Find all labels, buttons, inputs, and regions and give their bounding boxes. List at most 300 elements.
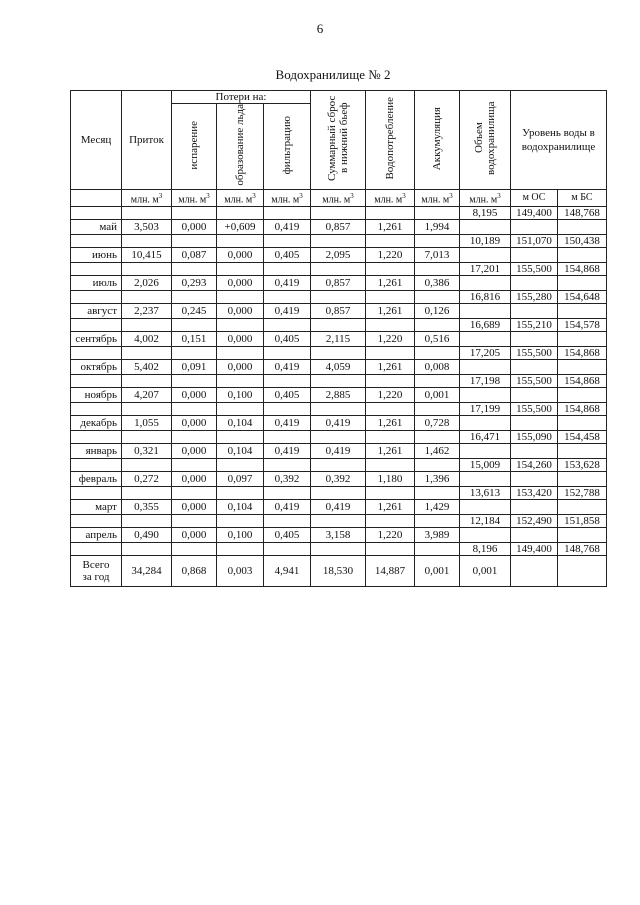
- ice-cell: 0,000: [217, 247, 264, 262]
- level-row: [71, 318, 607, 331]
- empty-cell: [172, 486, 217, 499]
- empty-cell: [217, 206, 264, 219]
- unit-cell: млн. $м^3$: [172, 189, 217, 206]
- discharge-cell: 3,158: [311, 527, 366, 542]
- empty-cell: [264, 458, 311, 471]
- empty-cell: [511, 303, 558, 318]
- accumulation-cell: 0,001: [415, 387, 460, 402]
- empty-cell: [415, 234, 460, 247]
- volume-cell: 16,689: [460, 318, 511, 331]
- level-row: [71, 402, 607, 415]
- filtration-cell: 0,419: [264, 499, 311, 514]
- unit-cell: млн. $м^3$: [217, 189, 264, 206]
- consumption-cell: 1,220: [366, 527, 415, 542]
- total-filt: 4,941: [264, 555, 311, 586]
- filtration-cell: 0,392: [264, 471, 311, 486]
- empty-cell: [217, 542, 264, 555]
- level-row: [71, 430, 607, 443]
- ice-cell: 0,000: [217, 303, 264, 318]
- empty-cell: [217, 262, 264, 275]
- empty-cell: [217, 234, 264, 247]
- evaporation-cell: 0,000: [172, 415, 217, 430]
- consumption-cell: 1,261: [366, 443, 415, 458]
- month-row: [71, 275, 607, 290]
- empty-cell: [460, 471, 511, 486]
- empty-cell: [122, 374, 172, 387]
- header-evaporation: испарение: [188, 120, 200, 170]
- evaporation-cell: 0,000: [172, 219, 217, 234]
- filtration-cell: 0,405: [264, 527, 311, 542]
- empty-cell: [71, 458, 122, 471]
- unit-cell: млн. $м^3$: [415, 189, 460, 206]
- empty-cell: [311, 262, 366, 275]
- empty-cell: [264, 514, 311, 527]
- consumption-cell: 1,261: [366, 415, 415, 430]
- empty-cell: [366, 290, 415, 303]
- inflow-cell: 5,402: [122, 359, 172, 374]
- empty-cell: [366, 402, 415, 415]
- month-row: [71, 415, 607, 430]
- empty-cell: [558, 415, 607, 430]
- empty-cell: [460, 303, 511, 318]
- level-os-cell: 155,280: [511, 290, 558, 303]
- level-os-cell: 154,260: [511, 458, 558, 471]
- empty-cell: [558, 555, 607, 586]
- discharge-cell: 0,857: [311, 303, 366, 318]
- empty-cell: [415, 430, 460, 443]
- volume-cell: 8,195: [460, 206, 511, 219]
- header-month: Месяц: [71, 91, 122, 190]
- level-row: [71, 374, 607, 387]
- month-row: [71, 499, 607, 514]
- unit-cell: млн. $м^3$: [264, 189, 311, 206]
- month-row: [71, 219, 607, 234]
- month-name: апрель: [71, 527, 122, 542]
- empty-cell: [366, 206, 415, 219]
- consumption-cell: 1,220: [366, 247, 415, 262]
- total-row: [71, 555, 607, 586]
- table-title: Водохранилище № 2: [275, 67, 391, 82]
- level-row: [71, 346, 607, 359]
- empty-cell: [71, 486, 122, 499]
- month-name: июнь: [71, 247, 122, 262]
- page-number: 6: [316, 21, 324, 36]
- unit-cell: млн. $м^3$: [311, 189, 366, 206]
- empty-cell: [558, 359, 607, 374]
- empty-cell: [172, 234, 217, 247]
- reservoir-balance-table: [70, 90, 607, 587]
- empty-cell: [311, 486, 366, 499]
- volume-cell: 12,184: [460, 514, 511, 527]
- empty-cell: [71, 542, 122, 555]
- empty-cell: [511, 359, 558, 374]
- empty-cell: [172, 318, 217, 331]
- month-name: октябрь: [71, 359, 122, 374]
- month-name: февраль: [71, 471, 122, 486]
- empty-cell: [264, 402, 311, 415]
- empty-cell: [511, 219, 558, 234]
- empty-cell: [511, 387, 558, 402]
- empty-cell: [311, 458, 366, 471]
- empty-cell: [460, 387, 511, 402]
- volume-cell: 17,205: [460, 346, 511, 359]
- empty-cell: [264, 318, 311, 331]
- evaporation-cell: 0,293: [172, 275, 217, 290]
- empty-cell: [511, 471, 558, 486]
- evaporation-cell: 0,245: [172, 303, 217, 318]
- month-name: ноябрь: [71, 387, 122, 402]
- empty-cell: [415, 374, 460, 387]
- empty-cell: [172, 542, 217, 555]
- level-row: [71, 486, 607, 499]
- month-name: май: [71, 219, 122, 234]
- level-os-cell: 149,400: [511, 206, 558, 219]
- filtration-cell: 0,405: [264, 387, 311, 402]
- level-row: [71, 458, 607, 471]
- empty-cell: [122, 262, 172, 275]
- empty-cell: [460, 359, 511, 374]
- ice-cell: 0,000: [217, 359, 264, 374]
- empty-cell: [217, 514, 264, 527]
- discharge-cell: 0,857: [311, 275, 366, 290]
- unit-cell: млн. $м^3$: [460, 189, 511, 206]
- empty-cell: [122, 402, 172, 415]
- month-row: [71, 443, 607, 458]
- empty-cell: [511, 415, 558, 430]
- total-volume: 0,001: [460, 555, 511, 586]
- consumption-cell: 1,261: [366, 275, 415, 290]
- table-body: [71, 206, 607, 586]
- evaporation-cell: 0,000: [172, 471, 217, 486]
- ice-cell: 0,104: [217, 443, 264, 458]
- empty-cell: [366, 458, 415, 471]
- empty-cell: [366, 346, 415, 359]
- month-name: декабрь: [71, 415, 122, 430]
- total-ice: 0,003: [217, 555, 264, 586]
- evaporation-cell: 0,151: [172, 331, 217, 346]
- empty-cell: [558, 275, 607, 290]
- empty-cell: [172, 374, 217, 387]
- empty-cell: [415, 486, 460, 499]
- inflow-cell: 0,321: [122, 443, 172, 458]
- volume-cell: 10,189: [460, 234, 511, 247]
- inflow-cell: 0,272: [122, 471, 172, 486]
- empty-cell: [460, 443, 511, 458]
- header-consumption-cell: [366, 91, 415, 190]
- empty-cell: [558, 443, 607, 458]
- level-bs-cell: 154,458: [558, 430, 607, 443]
- empty-cell: [511, 555, 558, 586]
- header-ice: образование льда: [234, 104, 246, 186]
- inflow-cell: 1,055: [122, 415, 172, 430]
- header-water-level: Уровень воды в водохранилище: [511, 91, 607, 190]
- ice-cell: 0,104: [217, 415, 264, 430]
- empty-cell: [172, 514, 217, 527]
- ice-cell: 0,000: [217, 331, 264, 346]
- inflow-cell: 0,490: [122, 527, 172, 542]
- level-os-cell: 155,500: [511, 346, 558, 359]
- accumulation-cell: 0,386: [415, 275, 460, 290]
- header-consumption: Водопотребление: [384, 97, 396, 180]
- empty-cell: [311, 346, 366, 359]
- filtration-cell: 0,419: [264, 443, 311, 458]
- empty-cell: [172, 402, 217, 415]
- month-row: [71, 247, 607, 262]
- empty-cell: [122, 486, 172, 499]
- level-bs-cell: 151,858: [558, 514, 607, 527]
- empty-cell: [122, 542, 172, 555]
- empty-cell: [415, 206, 460, 219]
- accumulation-cell: 0,126: [415, 303, 460, 318]
- ice-cell: 0,100: [217, 527, 264, 542]
- consumption-cell: 1,261: [366, 499, 415, 514]
- level-os-cell: 153,420: [511, 486, 558, 499]
- filtration-cell: 0,405: [264, 247, 311, 262]
- level-os-cell: 155,500: [511, 262, 558, 275]
- level-os-cell: 149,400: [511, 542, 558, 555]
- total-evap: 0,868: [172, 555, 217, 586]
- evaporation-cell: 0,091: [172, 359, 217, 374]
- evaporation-cell: 0,000: [172, 499, 217, 514]
- header-volume: Объем водохранилища: [473, 101, 497, 176]
- month-name: сентябрь: [71, 331, 122, 346]
- total-discharge: 18,530: [311, 555, 366, 586]
- empty-cell: [122, 318, 172, 331]
- evaporation-cell: 0,000: [172, 443, 217, 458]
- empty-cell: [415, 458, 460, 471]
- empty-cell: [511, 331, 558, 346]
- empty-cell: [71, 514, 122, 527]
- discharge-cell: 0,419: [311, 415, 366, 430]
- empty-cell: [264, 374, 311, 387]
- volume-cell: 13,613: [460, 486, 511, 499]
- empty-cell: [71, 262, 122, 275]
- discharge-cell: 0,419: [311, 443, 366, 458]
- level-bs-cell: 154,868: [558, 262, 607, 275]
- level-bs-cell: 148,768: [558, 542, 607, 555]
- level-bs-cell: 148,768: [558, 206, 607, 219]
- header-accumulation: Аккумуляция: [431, 106, 443, 170]
- empty-cell: [558, 303, 607, 318]
- empty-cell: [311, 402, 366, 415]
- filtration-cell: 0,405: [264, 331, 311, 346]
- empty-cell: [415, 346, 460, 359]
- inflow-cell: 2,026: [122, 275, 172, 290]
- level-os-cell: 155,500: [511, 402, 558, 415]
- header-accumulation-cell: [415, 91, 460, 190]
- empty-cell: [311, 318, 366, 331]
- empty-cell: [172, 290, 217, 303]
- accumulation-cell: 0,516: [415, 331, 460, 346]
- empty-cell: [366, 486, 415, 499]
- header-evaporation-cell: [172, 104, 217, 190]
- empty-cell: [311, 206, 366, 219]
- level-row: [71, 542, 607, 555]
- level-os-cell: 155,210: [511, 318, 558, 331]
- empty-cell: [264, 206, 311, 219]
- inflow-cell: 2,237: [122, 303, 172, 318]
- header-ice-cell: [217, 104, 264, 190]
- empty-cell: [366, 542, 415, 555]
- empty-cell: [264, 346, 311, 359]
- inflow-cell: 4,207: [122, 387, 172, 402]
- evaporation-cell: 0,000: [172, 387, 217, 402]
- empty-cell: [558, 499, 607, 514]
- level-row: [71, 234, 607, 247]
- accumulation-cell: 3,989: [415, 527, 460, 542]
- level-bs-cell: 152,788: [558, 486, 607, 499]
- consumption-cell: 1,261: [366, 359, 415, 374]
- empty-cell: [264, 430, 311, 443]
- level-os-cell: 155,500: [511, 374, 558, 387]
- empty-cell: [71, 206, 122, 219]
- evaporation-cell: 0,087: [172, 247, 217, 262]
- empty-cell: [217, 318, 264, 331]
- unit-m-os: м ОС: [511, 189, 558, 206]
- empty-cell: [71, 346, 122, 359]
- empty-cell: [558, 247, 607, 262]
- discharge-cell: 2,095: [311, 247, 366, 262]
- total-label: Всего за год: [71, 555, 122, 586]
- accumulation-cell: 1,462: [415, 443, 460, 458]
- inflow-cell: 0,355: [122, 499, 172, 514]
- level-bs-cell: 154,868: [558, 374, 607, 387]
- header-discharge: Суммарный сброс в нижний бьеф: [326, 95, 350, 181]
- discharge-cell: 2,885: [311, 387, 366, 402]
- empty-cell: [311, 290, 366, 303]
- empty-cell: [460, 527, 511, 542]
- unit-cell: млн. $м^3$: [366, 189, 415, 206]
- empty-cell: [122, 346, 172, 359]
- header-filtration-cell: [264, 104, 311, 190]
- empty-cell: [460, 275, 511, 290]
- consumption-cell: 1,261: [366, 303, 415, 318]
- empty-cell: [122, 290, 172, 303]
- accumulation-cell: 1,396: [415, 471, 460, 486]
- month-name: январь: [71, 443, 122, 458]
- discharge-cell: 0,419: [311, 499, 366, 514]
- empty-cell: [366, 374, 415, 387]
- month-row: [71, 331, 607, 346]
- level-bs-cell: 154,578: [558, 318, 607, 331]
- empty-cell: [217, 346, 264, 359]
- unit-empty: [71, 189, 122, 206]
- month-row: [71, 471, 607, 486]
- header-volume-cell: [460, 91, 511, 190]
- empty-cell: [460, 415, 511, 430]
- empty-cell: [415, 262, 460, 275]
- volume-cell: 17,199: [460, 402, 511, 415]
- ice-cell: +0,609: [217, 219, 264, 234]
- empty-cell: [415, 318, 460, 331]
- volume-cell: 15,009: [460, 458, 511, 471]
- volume-cell: 17,201: [460, 262, 511, 275]
- empty-cell: [311, 542, 366, 555]
- empty-cell: [172, 430, 217, 443]
- empty-cell: [558, 471, 607, 486]
- discharge-cell: 0,857: [311, 219, 366, 234]
- empty-cell: [311, 234, 366, 247]
- total-accum: 0,001: [415, 555, 460, 586]
- empty-cell: [122, 234, 172, 247]
- empty-cell: [511, 247, 558, 262]
- discharge-cell: 4,059: [311, 359, 366, 374]
- empty-cell: [264, 290, 311, 303]
- ice-cell: 0,000: [217, 275, 264, 290]
- total-inflow: 34,284: [122, 555, 172, 586]
- month-row: [71, 527, 607, 542]
- filtration-cell: 0,419: [264, 219, 311, 234]
- unit-cell: млн. $м^3$: [122, 189, 172, 206]
- empty-cell: [264, 262, 311, 275]
- level-bs-cell: 153,628: [558, 458, 607, 471]
- empty-cell: [366, 234, 415, 247]
- empty-cell: [511, 275, 558, 290]
- empty-cell: [415, 514, 460, 527]
- empty-cell: [415, 290, 460, 303]
- empty-cell: [217, 374, 264, 387]
- header-inflow: Приток: [122, 91, 172, 190]
- empty-cell: [122, 206, 172, 219]
- empty-cell: [558, 219, 607, 234]
- ice-cell: 0,104: [217, 499, 264, 514]
- empty-cell: [366, 430, 415, 443]
- empty-cell: [172, 262, 217, 275]
- empty-cell: [558, 527, 607, 542]
- accumulation-cell: 7,013: [415, 247, 460, 262]
- month-row: [71, 359, 607, 374]
- inflow-cell: 3,503: [122, 219, 172, 234]
- discharge-cell: 0,392: [311, 471, 366, 486]
- empty-cell: [172, 206, 217, 219]
- level-row: [71, 262, 607, 275]
- empty-cell: [460, 331, 511, 346]
- empty-cell: [71, 430, 122, 443]
- empty-cell: [217, 402, 264, 415]
- empty-cell: [460, 219, 511, 234]
- level-row: [71, 206, 607, 219]
- accumulation-cell: 1,994: [415, 219, 460, 234]
- empty-cell: [366, 514, 415, 527]
- consumption-cell: 1,261: [366, 219, 415, 234]
- filtration-cell: 0,419: [264, 415, 311, 430]
- empty-cell: [217, 486, 264, 499]
- level-os-cell: 152,490: [511, 514, 558, 527]
- empty-cell: [460, 247, 511, 262]
- empty-cell: [172, 346, 217, 359]
- month-name: март: [71, 499, 122, 514]
- consumption-cell: 1,220: [366, 387, 415, 402]
- consumption-cell: 1,220: [366, 331, 415, 346]
- empty-cell: [511, 527, 558, 542]
- volume-cell: 17,198: [460, 374, 511, 387]
- accumulation-cell: 0,728: [415, 415, 460, 430]
- level-os-cell: 155,090: [511, 430, 558, 443]
- volume-cell: 16,816: [460, 290, 511, 303]
- empty-cell: [71, 318, 122, 331]
- level-row: [71, 290, 607, 303]
- ice-cell: 0,097: [217, 471, 264, 486]
- empty-cell: [217, 290, 264, 303]
- volume-cell: 16,471: [460, 430, 511, 443]
- month-name: июль: [71, 275, 122, 290]
- consumption-cell: 1,180: [366, 471, 415, 486]
- unit-m-bs: м БС: [558, 189, 607, 206]
- filtration-cell: 0,419: [264, 275, 311, 290]
- inflow-cell: 10,415: [122, 247, 172, 262]
- month-row: [71, 387, 607, 402]
- empty-cell: [122, 458, 172, 471]
